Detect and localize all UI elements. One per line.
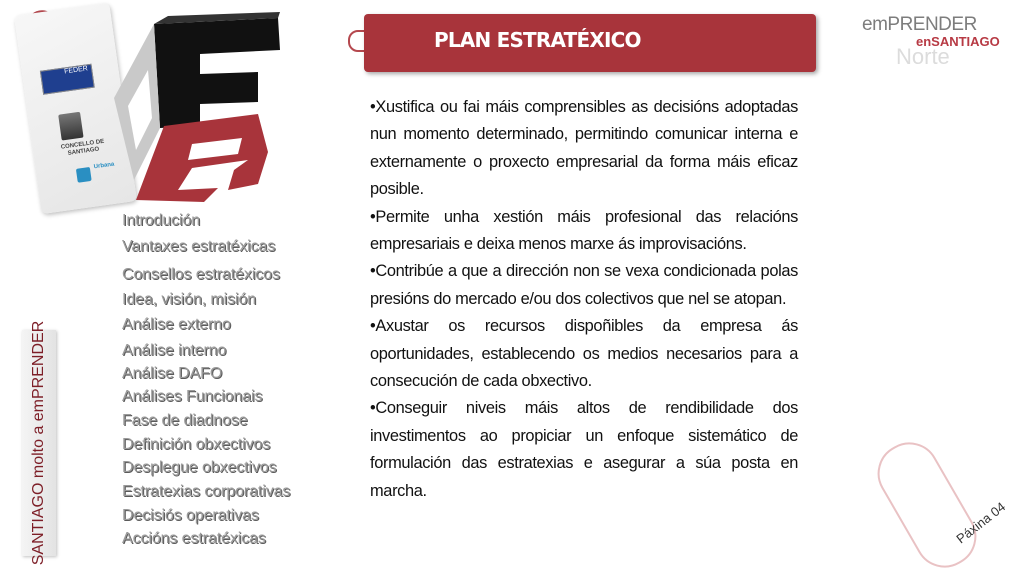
paperclip-bottom-right [867,431,988,578]
body-paragraph: •Contribúe a que a dirección non se vexa condicionada polas presións do mercado e/ou dos colectivos que nel se atopan. [370,262,798,308]
page-title: PLAN ESTRATÉXICO [434,28,641,52]
body-text [370,94,798,505]
nav-item-analise-interno[interactable]: Análise interno [122,342,227,359]
page-number: Páxina 04 [953,498,1009,547]
nav-item-decisios-operativas[interactable]: Decisiós operativas [122,507,259,524]
body-paragraph: •Permite unha xestión máis profesional das relacións empresariais e deixa menos marxe ás improvisacións. [370,207,798,254]
body-paragraph: •Conseguir niveis máis altos de rendibilidade dos investimentos ao propiciar un enfoque sistemático de formulación das estratexias e asegurar a súa posta en marcha. [370,399,798,500]
nav-item-analises-funcionais[interactable]: Análises Funcionais [122,388,263,405]
feder-label: FEDER [63,65,89,76]
nav-item-desplegue-obxectivos[interactable]: Desplegue obxectivos [122,459,277,476]
concello-crest-icon [58,112,83,141]
title-bar [364,14,816,72]
es-cube-logo [108,10,283,205]
nav-item-definicion-obxectivos[interactable]: Definición obxectivos [122,436,271,453]
nav-item-accions[interactable]: Accións estratéxicas [122,530,266,547]
brand-line2: enSANTIAGO [916,34,1000,49]
nav-item-consellos[interactable]: Consellos estratéxicos [122,266,280,283]
concello-label: CONCELLO DE SANTIAGO [60,138,105,157]
nav-item-estratexias[interactable]: Estratexias corporativas [122,483,291,500]
nav-item-idea-vision-mision[interactable]: Idea, visión, misión [122,291,257,308]
nav-item-vantaxes[interactable]: Vantaxes estratéxicas [122,238,276,255]
brand-logo [858,14,1008,74]
urban-label: Urbana [93,161,115,171]
brand-line1: emPRENDER [862,14,977,35]
nav-item-analise-dafo[interactable]: Análise DAFO [122,365,223,382]
body-paragraph: •Axustar os recursos dispoñibles da empresa ás oportunidades, establecendo os medios necesarios para a consecución de cada obxectivo. [370,317,798,391]
body-paragraph: •Xustifica ou fai máis comprensibles as decisións adoptadas nun momento determinado, permitindo comunicar interna e externamente o proxecto empresarial da forma máis eficaz posible. [370,98,798,199]
nav-item-introducion[interactable]: Introdución [122,212,201,229]
urban-logo-icon [76,167,92,183]
nav-item-fase-diadnose[interactable]: Fase de diadnose [122,412,248,429]
nav-item-analise-externo[interactable]: Análise externo [122,316,231,333]
vertical-brand-card [22,320,56,566]
vertical-brand-label: SANTIAGO molto a emPRENDER [30,320,47,566]
brand-line3: Norte [896,44,950,69]
